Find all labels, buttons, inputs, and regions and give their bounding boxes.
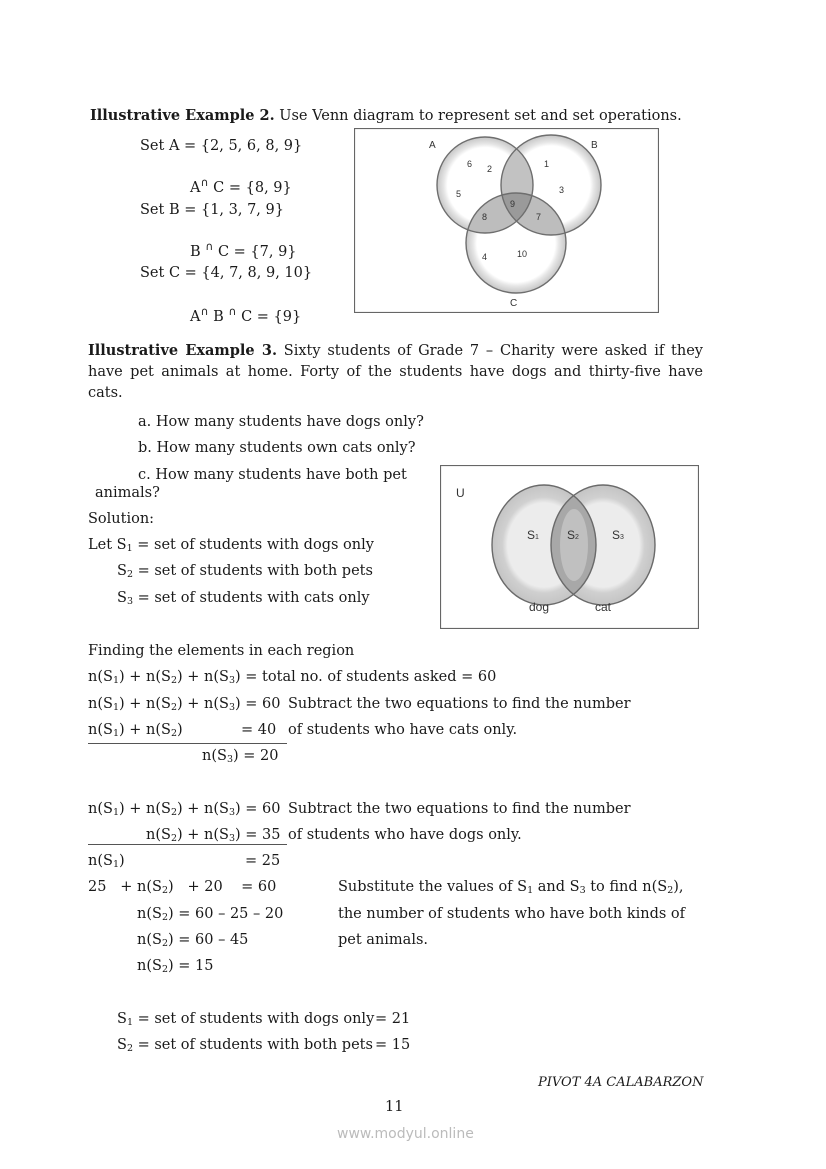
element-9: 9 [510,199,516,209]
region-subscript: 1 [535,534,539,541]
summary-value: = 21 [375,1011,411,1027]
element-2: 2 [487,164,493,174]
value-s3: + 20 [187,879,223,895]
intersection-result: C = {7, 9} [217,244,297,260]
universe-label: U [456,486,465,500]
equation-tail: = total no. of students asked = 60 [240,669,497,685]
intersection-result: C = {9} [241,309,302,325]
region-subscript: 2 [575,534,579,541]
venn-diagram-dog-cat [440,465,699,629]
summary-text: = set of students with dogs only [132,1011,375,1027]
set-c-label: C [510,298,518,309]
summary-text: = set of students with both pets [132,1037,373,1053]
explain-cats-line2: of students who have cats only. [288,722,518,738]
example-3-label: Illustrative Example 3. [88,342,277,359]
subscript: 2 [126,569,133,580]
def-text: = set of students with both pets [132,563,373,579]
def-text: = set of students with dogs only [132,537,374,553]
solution-label: Solution: [88,511,155,527]
set-a-label: A [429,140,436,151]
explain-s2-line2: the number of students who have both kinds of [338,906,686,922]
equation-value: = 60 [245,696,281,712]
a-intersect-c [190,174,292,197]
set-c-definition: Set C = {4, 7, 8, 9, 10} [140,265,313,281]
equation-value: = 35 [245,827,281,843]
element-8: 8 [482,212,488,222]
summary-s2: $S_2$ = set of students with both pets = 15 [117,1037,411,1054]
element-1: 1 [544,159,550,169]
text: Substitute the values of S [338,879,528,895]
step-value: = 60 – 45 [178,932,249,948]
set-letter: B [213,309,224,325]
step-value: = 60 – 25 – 20 [178,906,284,922]
result-s3: $n(S_3) = 20$ [202,748,279,765]
result-value: = 20 [243,748,279,764]
question-b: b. How many students own cats only? [138,440,416,456]
subscript: 3 [126,596,133,607]
substitution-line: $25 + n(S_2) + 20$ = 60 [88,879,277,896]
region-letter: S [612,528,621,542]
intersection-icon: ∩ [200,305,209,318]
def-prefix: Let S [88,537,127,553]
element-10: 10 [517,249,528,259]
def-prefix: S [117,590,127,606]
example-2-label: Illustrative Example 2. [90,107,275,124]
intersection-icon: ∩ [200,176,209,189]
intersection-icon: ∩ [228,305,237,318]
explain-s2-line3: pet animals. [338,932,429,948]
example-3-text: Sixty students of Grade 7 – Charity were asked if they have pet animals at home. Forty of the students have dogs and thirty-five have cats. [88,343,703,401]
example-2-heading [90,107,682,125]
region-letter: S [527,528,536,542]
set-letter: A [190,309,201,325]
element-3: 3 [559,185,565,195]
explain-s2-line1: Substitute the values of $S_1$ and $S_3$ to find $n(S_2)$, [338,879,684,896]
subscript: 1 [126,543,133,554]
set-letter: A [190,180,201,196]
equation-value: = 40 [241,722,277,738]
summary-value: = 15 [375,1037,411,1053]
page-number: 11 [385,1099,404,1115]
def-text: = set of students with cats only [132,590,370,606]
s2-step3: $n(S_2) = 15$ [137,958,214,975]
intersection-icon: ∩ [205,240,214,253]
s2-step1: $n(S_2) = 60 - 25 - 20$ [137,906,284,923]
watermark: www.modyul.online [337,1126,474,1142]
text: ), [673,879,684,895]
set-b-definition: Set B = {1, 3, 7, 9} [140,202,284,218]
equation-total: $n(S_1) + n(S_2) + n(S_3)$ = total no. of students asked = 60 [88,669,497,686]
equation-dogs-40: $n(S_1) + n(S_2)$ = 40 [88,721,287,744]
step-value: = 15 [178,958,214,974]
equation-cats-35: $n(S_2) + n(S_3) = 35$ [88,826,287,845]
venn-diagram-three-sets [354,128,659,313]
set-b-label: B [591,140,598,151]
result-value: = 25 [245,853,281,869]
element-4: 4 [482,252,488,262]
work-heading: Finding the elements in each region [88,643,355,659]
value-s1: 25 [88,879,107,895]
intersection-result: C = {8, 9} [213,180,292,196]
b-intersect-c [190,238,297,261]
definition-s1 [88,536,374,558]
explain-dogs-line1: Subtract the two equations to find the number [288,801,631,817]
region-subscript: 3 [620,534,624,541]
set-letter: B [190,244,201,260]
example-3-paragraph [88,340,703,404]
text: and S [533,879,580,895]
explain-cats-line1: Subtract the two equations to find the number [288,696,631,712]
s2-step2: $n(S_2) = 60 - 45$ [137,932,249,949]
element-5: 5 [456,189,462,199]
equation-sum-60: $n(S_1) + n(S_2) + n(S_3) = 60$ [88,696,281,713]
result-s1: $n(S_1)$ = 25 [88,853,281,870]
footer-brand: PIVOT 4A CALABARZON [538,1075,704,1090]
equation-sum-60-b: $n(S_1) + n(S_2) + n(S_3) = 60$ [88,801,281,818]
definition-s2 [117,562,373,584]
element-7: 7 [536,212,542,222]
question-c-line2: animals? [95,485,160,501]
cat-label: cat [595,600,612,614]
equation-value: = 60 [245,801,281,817]
a-intersect-b-intersect-c [190,303,301,326]
text: to find n(S [585,879,668,895]
total-value: = 60 [241,879,277,895]
summary-s1: $S_1$ = set of students with dogs only = 21 [117,1011,411,1028]
region-letter: S [567,528,576,542]
question-c-line1: c. How many students have both pet [138,467,407,483]
question-a: a. How many students have dogs only? [138,414,424,430]
element-6: 6 [467,159,473,169]
explain-dogs-line2: of students who have dogs only. [288,827,522,843]
example-2-text: Use Venn diagram to represent set and set operations. [274,108,682,124]
def-prefix: S [117,563,127,579]
definition-s3 [117,589,370,611]
set-a-definition: Set A = {2, 5, 6, 8, 9} [140,138,303,154]
dog-label: dog [529,600,550,614]
